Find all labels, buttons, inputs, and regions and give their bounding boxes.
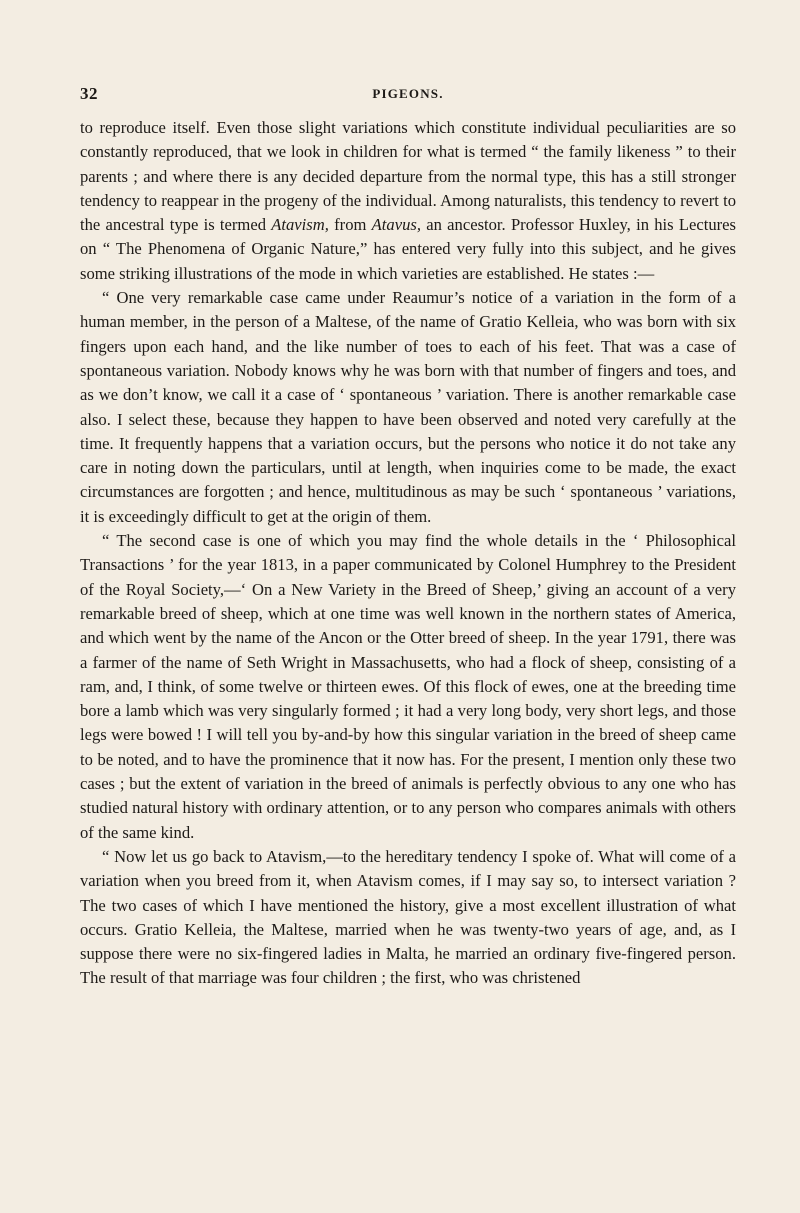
paragraph [80, 845, 736, 991]
italic-term: Atavus, [371, 215, 421, 235]
text-run: “ The second case is one of which you may find the whole details in the ‘ Philosophical Transactions ’ for the year 1813, in a paper communicated by Colonel Humphrey to the President of the Royal Society,—‘ On a New Variety in the Breed of Sheep,’ giving an account of a very remarkable breed of sheep, which at one time was well known in the northern states of America, and which went by the name of the Ancon or the Otter breed of sheep. In the year 1791, there was a farmer of the name of Seth Wright in Massachusetts, who had a flock of sheep, consisting of a ram, and, I think, of some twelve or thirteen ewes. Of this flock of ewes, one at the breeding time bore a lamb which was very singularly formed ; it had a very long body, very short legs, and those legs were bowed ! I will tell you by-and-by how this singular variation in the breed of sheep came to be noted, and to have the prominence that it now has. For the present, I mention only these two cases ; but the extent of variation in the breed of animals is perfectly obvious to any one who has studied natural history with ordinary attention, or to any person who compares animals with others of the same kind. [80, 531, 736, 842]
text-run: “ Now let us go back to Atavism,—to the hereditary tendency I spoke of. What will come of a variation when you breed from it, when Atavism comes, if I may say so, to intersect variation ? The two cases of which I have mentioned the history, give a most excellent illustration of what occurs. Gratio Kelleia, the Maltese, married when he was twenty-two years of age, and, as I suppose there were no six-fingered ladies in Malta, he married an ordinary five-fingered person. The result of that marriage was four children ; the first, who was christened [80, 846, 736, 988]
running-title: PIGEONS. [372, 86, 444, 101]
text-run: “ One very remarkable case came under Reaumur’s notice of a variation in the form of a human member, in the person of a Maltese, of the name of Gratio Kelleia, who was born with six fingers upon each hand, and the like number of toes to each of his feet. That was a case of spontaneous variation. Nobody knows why he was born with that number of fingers and toes, and as we don’t know, we call it a case of ‘ spontaneous ’ variation. There is another remarkable case also. I select these, because they happen to have been observed and noted very carefully at the time. It frequently happens that a variation occurs, but the persons who notice it do not take any care in noting down the particulars, until at length, when inquiries come to be made, the exact circumstances are forgotten ; and hence, multitudinous as may be such ‘ spontaneous ’ variations, it is exceedingly difficult to get at the origin of them. [80, 288, 736, 526]
paragraph [80, 529, 736, 845]
page-number: 32 [80, 84, 98, 103]
paragraph [80, 116, 736, 286]
text-run: from [328, 215, 372, 235]
book-page [80, 84, 736, 991]
text-run: to reproduce itself. Even those slight variations which constitute individual peculiarities are so constantly reproduced, that we look in children for what is termed “ the family likeness ” to their parents ; and where there is any decided departure from the normal type, this has a still stronger tendency to reappear in the progeny of the individual. Among naturalists, this tendency to revert to the ancestral type is termed [80, 118, 736, 235]
italic-term: Atavism, [271, 215, 329, 235]
text-run: an ancestor. Professor Huxley, in his Lectures on “ The Phenomena of Organic Nature,” has entered very fully into this subject, and he gives some striking illustrations of the mode in which varieties are established. He states :— [80, 215, 736, 283]
body-text [80, 116, 736, 991]
running-head [80, 84, 736, 110]
paragraph [80, 286, 736, 529]
